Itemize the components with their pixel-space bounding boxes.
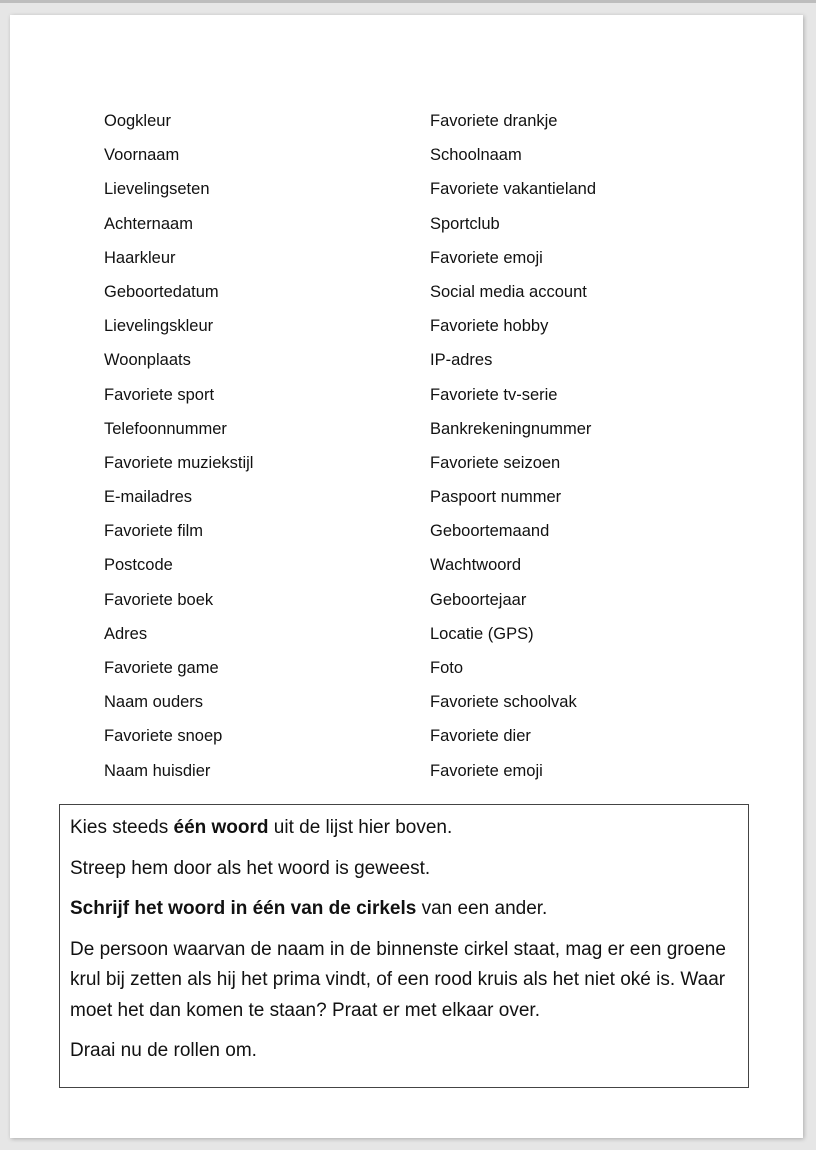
- word-list-item: Social media account: [430, 282, 587, 301]
- bold-text-run: één woord: [173, 817, 269, 838]
- word-list-item: Paspoort nummer: [430, 488, 562, 507]
- instruction-choose-word: [70, 813, 738, 844]
- word-list-item: Voornaam: [104, 146, 180, 165]
- word-list-item: Geboortemaand: [430, 522, 550, 541]
- word-list-item: Geboortejaar: [430, 590, 527, 609]
- word-list-item: Lievelingseten: [104, 180, 210, 199]
- word-list-item: Favoriete dier: [430, 727, 531, 746]
- word-list-item: Lievelingskleur: [104, 317, 214, 336]
- window-top-border: [0, 0, 816, 3]
- word-list-item: Favoriete sport: [104, 385, 215, 404]
- word-list-item: Favoriete vakantieland: [430, 180, 597, 199]
- instruction-switch-roles: Draai nu de rollen om.: [70, 1040, 257, 1061]
- bold-text-run: Schrijf het woord in één van de cirkels: [70, 898, 417, 919]
- instruction-inner-circle: De persoon waarvan de naam in de binnenste cirkel staat, mag er een groene krul bij zetten als hij het prima vindt, of een rood kruis als het niet oké is. Waar moet het dan komen te staan? Praat er met elkaar over.: [70, 938, 726, 1021]
- instructions-box: [59, 804, 749, 1088]
- word-list-item: Locatie (GPS): [430, 624, 534, 643]
- word-list-item: Geboortedatum: [104, 282, 219, 301]
- word-list-item: Favoriete tv-serie: [430, 385, 558, 404]
- word-list-item: Favoriete boek: [104, 590, 214, 609]
- text-run: Kies steeds: [70, 817, 174, 838]
- word-list-right-column: [430, 111, 596, 795]
- word-list-item: Bankrekeningnummer: [430, 419, 592, 438]
- word-list-item: Postcode: [104, 556, 173, 575]
- word-list-item: Adres: [104, 624, 148, 643]
- word-list-item: Haarkleur: [104, 248, 176, 267]
- word-list-item: Favoriete seizoen: [430, 453, 561, 472]
- word-list-item: Favoriete snoep: [104, 727, 223, 746]
- word-list-item: Oogkleur: [104, 112, 171, 130]
- word-list-item: Telefoonnummer: [104, 419, 227, 438]
- text-run: van een ander.: [416, 898, 548, 919]
- word-list-left-column: [104, 111, 253, 795]
- word-list-item: IP-adres: [430, 351, 493, 370]
- word-list-item: Woonplaats: [104, 351, 191, 370]
- word-list-item: Foto: [430, 659, 464, 677]
- word-list-item: Favoriete film: [104, 522, 204, 541]
- word-list-item: Favoriete game: [104, 659, 219, 677]
- word-list-item: E-mailadres: [104, 488, 193, 507]
- text-run: uit de lijst hier boven.: [268, 817, 453, 838]
- word-list-item: Favoriete emoji: [430, 248, 543, 267]
- word-list-item: Favoriete schoolvak: [430, 693, 577, 712]
- instruction-strike-through: Streep hem door als het woord is geweest.: [70, 857, 431, 879]
- word-list-item: Sportclub: [430, 214, 500, 233]
- word-list-item: Naam huisdier: [104, 761, 211, 780]
- word-list-item: Favoriete hobby: [430, 317, 549, 336]
- instruction-write-word: [70, 894, 738, 925]
- word-list-item: Achternaam: [104, 214, 193, 233]
- word-list-item: Wachtwoord: [430, 556, 522, 575]
- word-list-item: Naam ouders: [104, 693, 204, 712]
- word-list-item: Schoolnaam: [430, 146, 522, 165]
- word-list-item: Favoriete drankje: [430, 112, 558, 130]
- word-list-item: Favoriete muziekstijl: [104, 453, 254, 472]
- document-page: [10, 15, 803, 1138]
- word-list-item: Favoriete emoji: [430, 761, 543, 780]
